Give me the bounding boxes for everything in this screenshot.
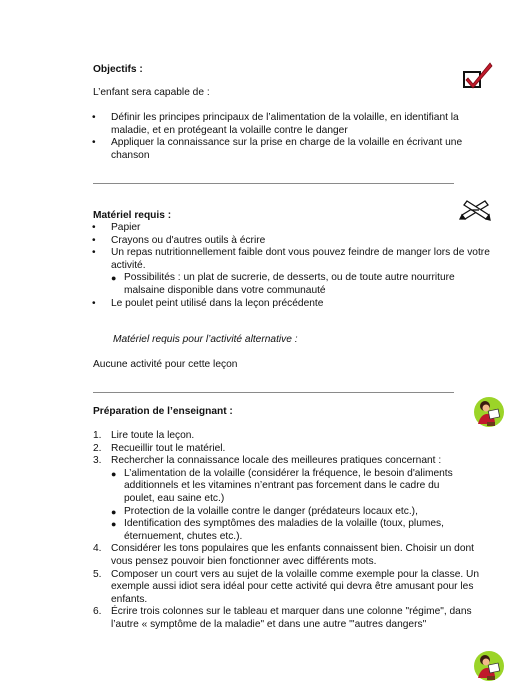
list-item: • Appliquer la connaissance sur la prise en charge de la volaille en écrivant une chanson xyxy=(92,137,463,161)
section-divider xyxy=(93,183,454,184)
materiel-list xyxy=(92,222,501,310)
list-item: 5. Composer un court vers au sujet de la volaille comme exemple pour la classe. Un exemple aussi idiot sera idéal pour cette activité qui devra être amusant pour les enfants. xyxy=(93,568,480,605)
alt-materiel-text: Aucune activité pour cette leçon xyxy=(93,359,238,370)
checkbox-checkmark-icon xyxy=(462,60,494,90)
list-item: 1. Lire toute la leçon. xyxy=(93,430,195,441)
list-item: • Papier xyxy=(92,222,141,233)
objectifs-intro: L’enfant sera capable de : xyxy=(93,87,210,98)
list-item: 6. Écrire trois colonnes sur le tableau et marquer dans une colonne "régime", dans l’autre « symptôme de la maladie" et dans une autre "'autres dangers" xyxy=(93,606,472,630)
alt-materiel-heading: Matériel requis pour l’activité alternative : xyxy=(113,334,298,345)
preparation-steps xyxy=(93,430,481,632)
section-divider xyxy=(93,392,454,393)
materiel-sublist xyxy=(111,272,476,297)
objectifs-heading: Objectifs : xyxy=(93,64,143,75)
preparation-sublist xyxy=(111,468,464,544)
objectifs-list xyxy=(92,112,481,162)
list-item: • Un repas nutritionnellement faible dont vous pouvez feindre de manger lors de votre activité. ● Possibilités : un plat de sucrerie, de desserts, ou de toute autre nourriture malsaine disponible dans votre communauté xyxy=(92,247,490,296)
list-item: • Crayons ou d'autres outils à écrire xyxy=(92,234,266,246)
teacher-reading-icon xyxy=(473,396,505,428)
list-item: ● Possibilités : un plat de sucrerie, de desserts, ou de toute autre nourriture malsaine disponible dans votre communauté xyxy=(111,272,455,296)
list-item: • Le poulet peint utilisé dans la leçon précédente xyxy=(92,297,324,309)
list-item: 2. Recueillir tout le matériel. xyxy=(93,442,226,454)
list-item: 3. Rechercher la connaissance locale des meilleures pratiques concernant : ● L’alimentation de la volaille (considérer la fréquence, le besoin d'aliments additionnels et les vitamines n’entrant pas forcement dans le cadre du poulet, eau saine etc.) ● Protection de la volaille contre le danger (prédateurs locaux etc.), ● Identification des symptômes des maladies de la volaille (toux, plumes, éternuement, chutes etc.). xyxy=(111,455,481,543)
list-item: ● Protection de la volaille contre le danger (prédateurs locaux etc.), xyxy=(111,505,418,517)
preparation-heading: Préparation de l’enseignant : xyxy=(93,406,233,417)
list-item: • Définir les principes principaux de l’alimentation de la volaille, en identifiant la maladie, et en protégeant la volaille contre le danger xyxy=(92,112,459,136)
list-item: 4. Considérer les tons populaires que les enfants connaissent bien. Choisir un dont vous pensez pouvoir bien fonctionner avec différents mots. xyxy=(93,543,475,567)
teacher-reading-icon xyxy=(473,650,505,682)
list-item: ● Identification des symptômes des maladies de la volaille (toux, plumes, éternuement, chutes etc.). xyxy=(111,518,444,542)
materiel-heading: Matériel requis : xyxy=(93,210,172,221)
pencils-icon xyxy=(459,196,495,222)
list-item: ● L’alimentation de la volaille (considérer la fréquence, le besoin d'aliments additionnels et les vitamines n’entrant pas forcement dans le cadre du poulet, eau saine etc.) xyxy=(111,467,453,504)
